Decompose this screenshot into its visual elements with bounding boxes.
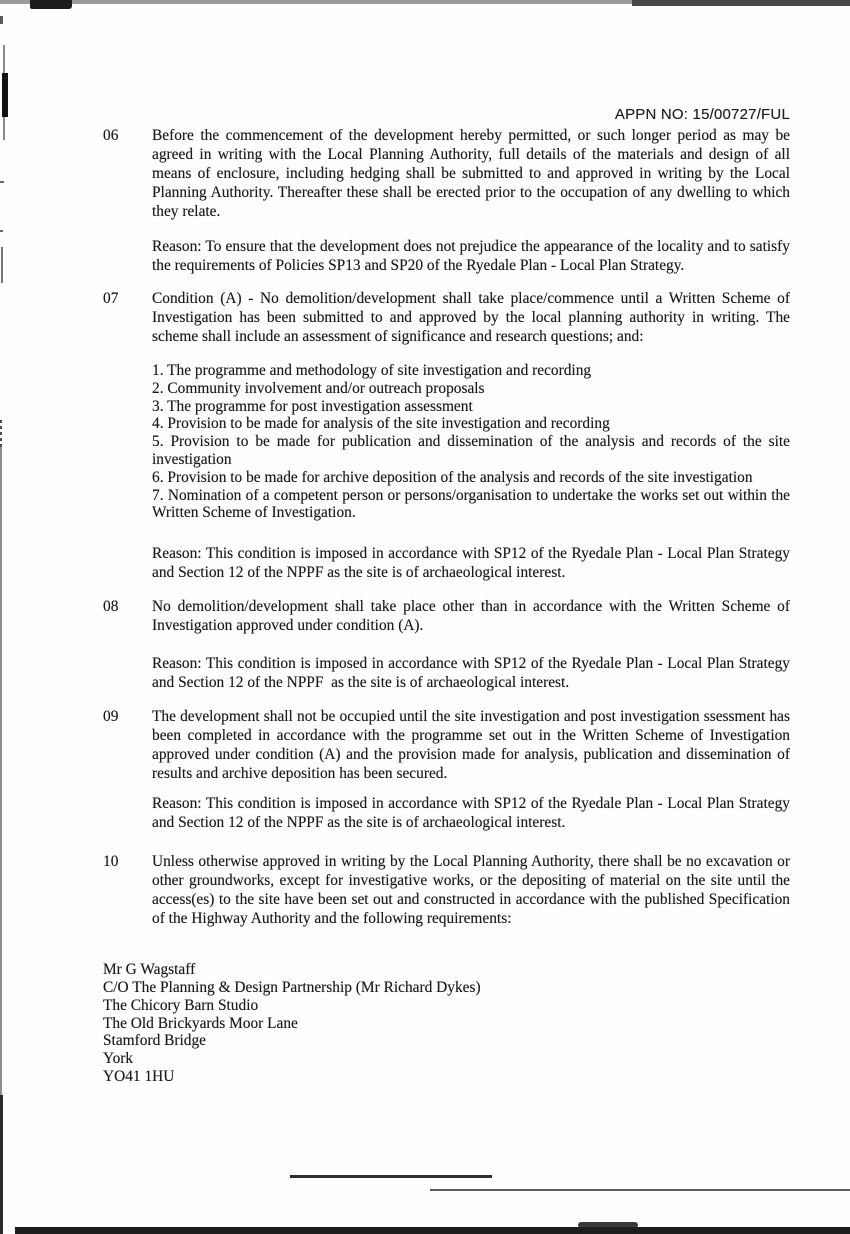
scan-artifact-left-tick-3	[0, 230, 3, 232]
address-line-name: Mr G Wagstaff	[103, 961, 196, 979]
list-item-5: 5. Provision to be made for publication and dissemination of the analysis and records of the site investigation	[152, 433, 794, 468]
list-item-3: 3. The programme for post investigation assessment	[152, 397, 473, 415]
address-line-co: C/O The Planning & Design Partnership (Mr Richard Dykes)	[103, 978, 481, 996]
condition-06	[103, 126, 794, 275]
address-line-town: Stamford Bridge	[103, 1032, 207, 1050]
list-item-2: 2. Community involvement and/or outreach proposals	[152, 379, 485, 397]
scan-artifact-top-right-band	[632, 0, 850, 6]
address-line-studio: The Chicory Barn Studio	[103, 996, 259, 1014]
condition-number: 10	[103, 853, 119, 871]
condition-reason: Reason: To ensure that the development does not prejudice the appearance of the locality and to satisfy the requirements of Policies SP13 and SP20 of the Ryedale Plan - Local Plan Strategy.	[152, 238, 794, 274]
condition-reason: Reason: This condition is imposed in accordance with SP12 of the Ryedale Plan - Local Plan Strategy and Section 12 of the NPPF as the site is of archaeological interest.	[152, 655, 794, 692]
list-item-7: 7. Nomination of a competent person or persons/organisation to undertake the works set out within the Written Scheme of Investigation.	[152, 486, 794, 522]
condition-number: 06	[103, 127, 119, 144]
scan-artifact-left-line-1	[3, 45, 5, 140]
scan-artifact-top-band	[0, 0, 850, 4]
condition-10	[103, 852, 794, 928]
scan-artifact-bottom-blob	[578, 1222, 638, 1228]
recipient-address	[103, 961, 790, 1086]
scan-artifact-bottom-seg-1	[290, 1175, 492, 1178]
condition-requirements-list	[152, 362, 794, 522]
condition-07	[103, 289, 794, 582]
document-body	[103, 126, 794, 1086]
condition-number: 08	[103, 598, 119, 616]
condition-number: 09	[103, 708, 119, 726]
condition-text: Before the commencement of the development hereby permitted, or such longer period as may be agreed in writing with the Local Planning Authority, full details of the materials and design of all means of enclosure, including hedging shall be submitted to and approved in writing by the Local Planning Authority. Thereafter these shall be erected prior to the occupation of any dwelling to which they relate.	[152, 127, 794, 220]
scan-artifact-bottom-band	[15, 1227, 850, 1234]
condition-text: Unless otherwise approved in writing by the Local Planning Authority, there shall be no excavation or other groundworks, except for investigative works, or the depositing of material on the site until the access(es) to the site have been set out and constructed in accordance with the published Specification of the Highway Authority and the following requirements:	[152, 853, 794, 928]
condition-09	[103, 707, 794, 832]
scan-artifact-left-line-dark	[0, 1095, 3, 1234]
address-line-city: York	[103, 1050, 134, 1068]
scan-artifact-left-bar	[2, 73, 8, 117]
scan-artifact-left-tick-2	[0, 181, 4, 183]
scan-artifact-left-tick-1	[0, 16, 3, 24]
scan-artifact-bottom-seg-2	[430, 1189, 850, 1191]
scan-artifact-left-line-2	[1, 247, 3, 283]
condition-08	[103, 597, 794, 692]
list-item-4: 4. Provision to be made for analysis of the site investigation and recording	[152, 415, 610, 433]
scan-artifact-left-line-3	[0, 447, 2, 1233]
address-line-postcode: YO41 1HU	[103, 1067, 175, 1085]
condition-reason: Reason: This condition is imposed in accordance with SP12 of the Ryedale Plan - Local Plan Strategy and Section 12 of the NPPF as the site is of archaeological interest.	[152, 545, 794, 582]
condition-text: The development shall not be occupied until the site investigation and post investigation ssessment has been completed in accordance with the programme set out in the Written Scheme of Investigation approved under condition (A) and the provision made for analysis, publication and dissemination of results and archive deposition has been secured.	[152, 708, 794, 783]
list-item-1: 1. The programme and methodology of site investigation and recording	[152, 362, 592, 379]
application-number: APPN NO: 15/00727/FUL	[614, 106, 790, 123]
address-line-street: The Old Brickyards Moor Lane	[103, 1014, 298, 1032]
condition-reason: Reason: This condition is imposed in accordance with SP12 of the Ryedale Plan - Local Plan Strategy and Section 12 of the NPPF as the site is of archaeological interest.	[152, 795, 794, 832]
scan-artifact-top-blob	[30, 0, 72, 9]
scan-artifact-left-dashes	[0, 420, 2, 447]
condition-number: 07	[103, 290, 119, 307]
condition-text: No demolition/development shall take place other than in accordance with the Written Scheme of Investigation approved under condition (A).	[152, 598, 794, 635]
list-item-6: 6. Provision to be made for archive deposition of the analysis and records of the site investigation	[152, 468, 753, 486]
condition-text: Condition (A) - No demolition/development shall take place/commence until a Written Scheme of Investigation has been submitted to and approved by the local planning authority in writing. The scheme shall include an assessment of significance and research questions; and:	[152, 290, 794, 345]
